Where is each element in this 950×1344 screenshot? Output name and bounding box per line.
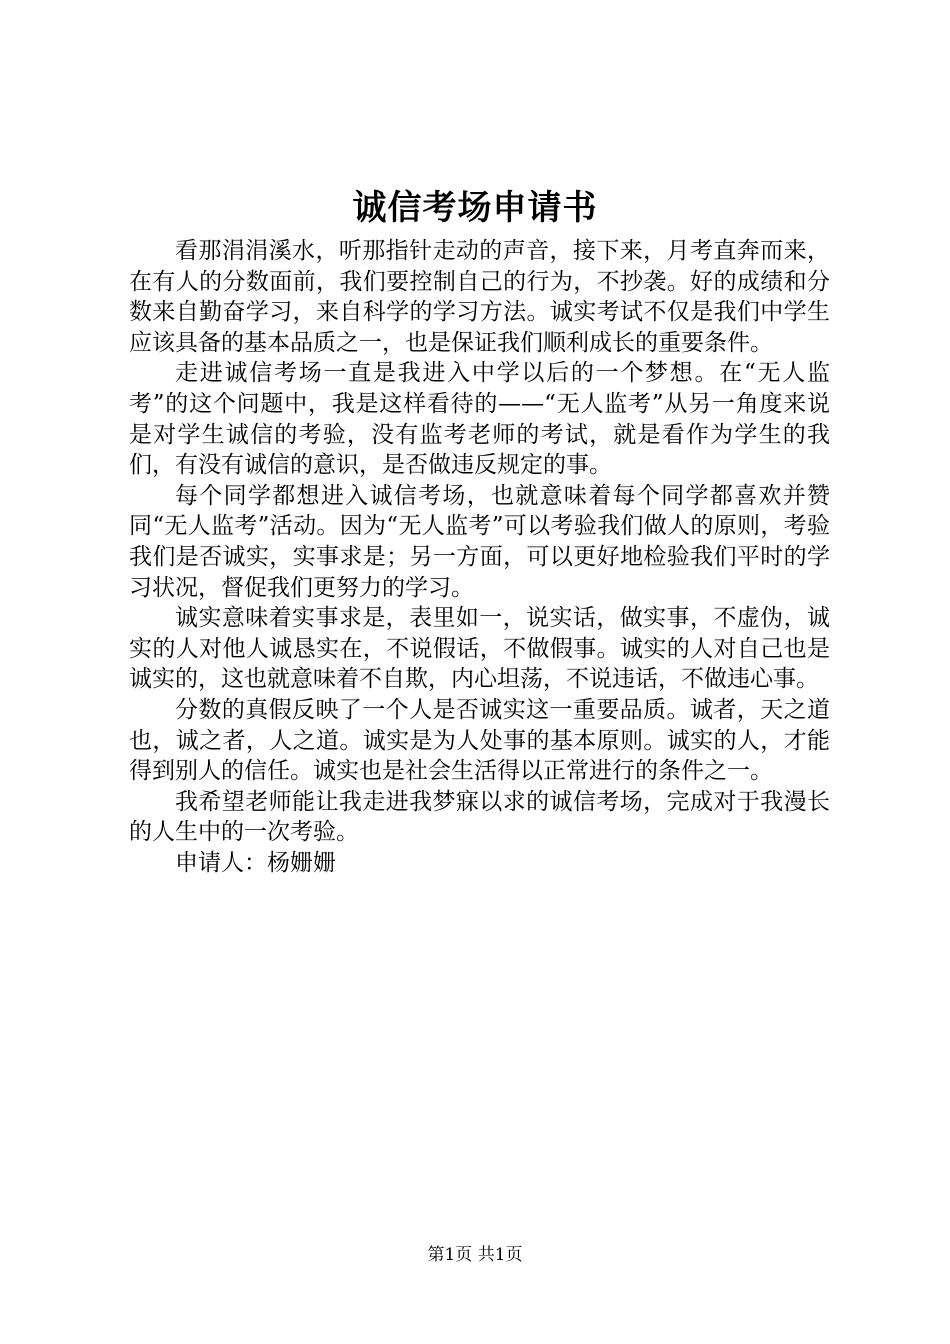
paragraph: 每个同学都想进入诚信考场，也就意味着每个同学都喜欢并赞同“无人监考”活动。因为“无人监考”可以考验我们做人的原则，考验我们是否诚实，实事求是；另一方面，可以更好地检验我们平时的学习状况，督促我们更努力的学习。 bbox=[129, 482, 830, 601]
paragraph: 我希望老师能让我走进我梦寐以求的诚信考场，完成对于我漫长的人生中的一次考验。 bbox=[129, 788, 830, 846]
page-number-footer: 第1页 共1页 bbox=[427, 1245, 523, 1265]
paragraph: 走进诚信考场一直是我进入中学以后的一个梦想。在“无人监考”的这个问题中，我是这样看待的——“无人监考”从另一角度来说是对学生诚信的考验，没有监考老师的考试，就是看作为学生的我们，有没有诚信的意识，是否做违反规定的事。 bbox=[129, 360, 830, 479]
paragraph: 分数的真假反映了一个人是否诚实这一重要品质。诚者，天之道也，诚之者，人之道。诚实是为人处事的基本原则。诚实的人，才能得到别人的信任。诚实也是社会生活得以正常进行的条件之一。 bbox=[129, 696, 830, 785]
signature-line: 申请人：杨姗姗 bbox=[175, 849, 336, 876]
paragraph: 诚实意味着实事求是，表里如一，说实话，做实事，不虚伪，诚实的人对他人诚恳实在，不说假话，不做假事。诚实的人对自己也是诚实的，这也就意味着不自欺，内心坦荡，不说违话，不做违心事。 bbox=[129, 605, 830, 693]
paragraph: 看那涓涓溪水，听那指针走动的声音，接下来，月考直奔而来，在有人的分数面前，我们要控制自己的行为，不抄袭。好的成绩和分数来自勤奋学习，来自科学的学习方法。诚实考试不仅是我们中学生应该具备的基本品质之一，也是保证我们顺利成长的重要条件。 bbox=[129, 238, 830, 356]
document-title: 诚信考场申请书 bbox=[352, 188, 598, 228]
document-body bbox=[129, 236, 830, 878]
